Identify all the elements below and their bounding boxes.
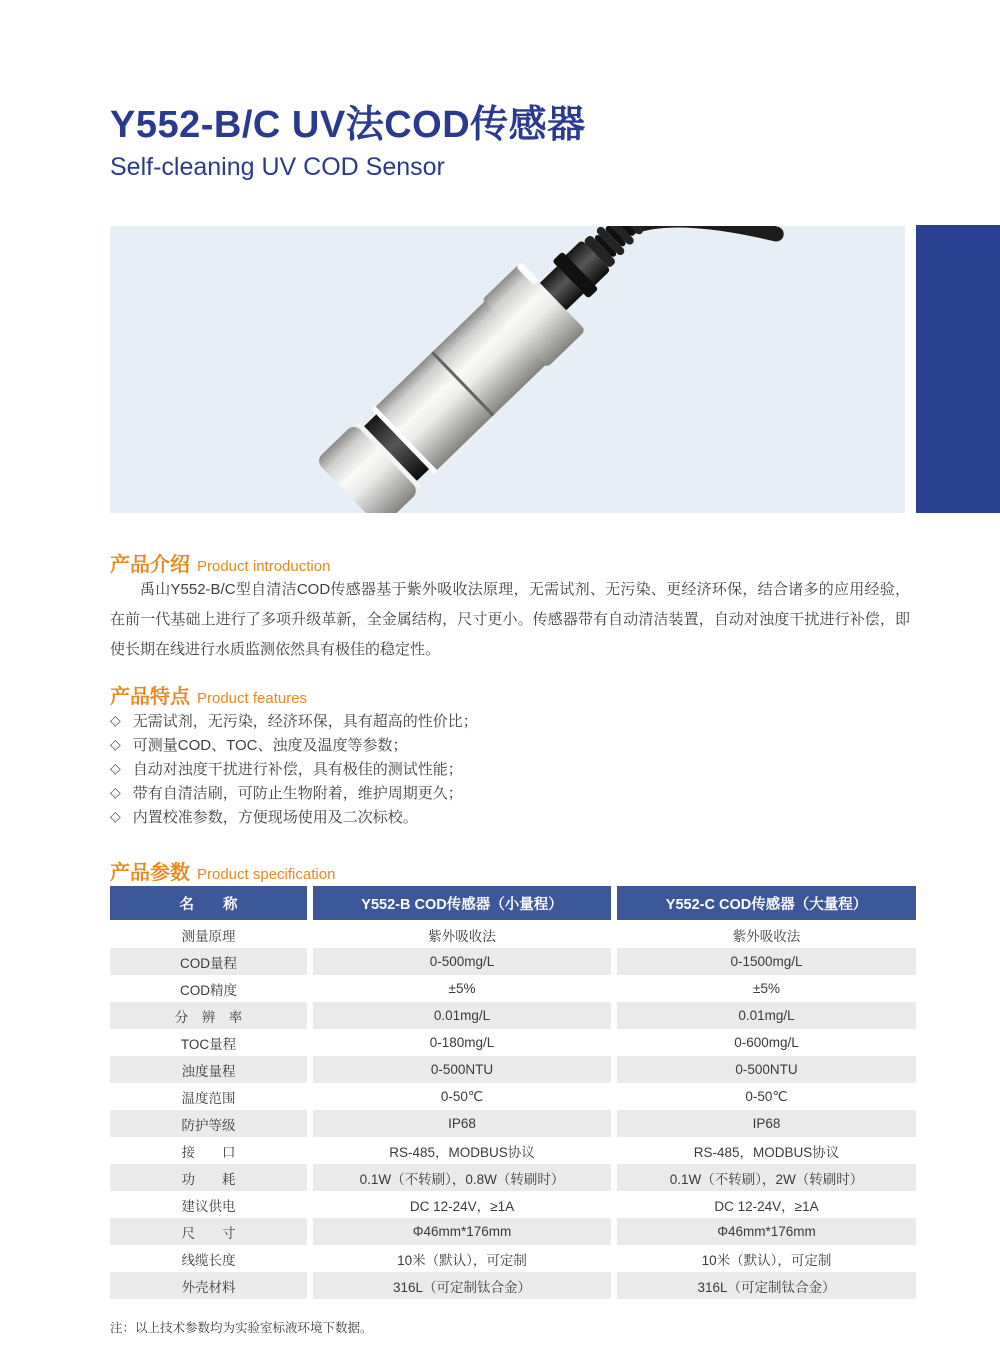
table-row: [110, 975, 916, 1002]
feature-text: 无需试剂，无污染，经济环保，具有超高的性价比；: [132, 712, 478, 730]
feature-list: [110, 708, 478, 828]
spec-value-cell-c: 0-50℃: [617, 1083, 916, 1110]
page-subtitle: Self-cleaning UV COD Sensor: [110, 153, 445, 181]
spec-name-cell: 浊度量程: [110, 1056, 307, 1083]
spec-value-cell-c: 0.01mg/L: [617, 1002, 916, 1029]
feature-item: [110, 708, 478, 732]
table-row: [110, 1191, 916, 1218]
table-row: [110, 1083, 916, 1110]
spec-value-cell-b: 0-500NTU: [313, 1056, 611, 1083]
spec-value-cell-b: 0-180mg/L: [313, 1029, 611, 1056]
diamond-bullet-icon: ◇: [110, 759, 121, 776]
spec-table-header: [110, 886, 916, 920]
feature-text: 带有自清洁刷，可防止生物附着，维护周期更久；: [132, 784, 463, 802]
table-row: [110, 921, 916, 948]
section-title-zh: 产品介绍: [110, 554, 190, 576]
spec-value-cell-b: 0.01mg/L: [313, 1002, 611, 1029]
table-row: [110, 1245, 916, 1272]
introduction-paragraph: 禹山Y552-B/C型自清洁COD传感器基于紫外吸收法原理，无需试剂、无污染、更经济环保，结合诸多的应用经验，在前一代基础上进行了多项升级革新，全金属结构，尺寸更小。传感器带有自动清洁装置，自动对浊度干扰进行补偿，即使长期在线进行水质监测依然具有极佳的稳定性。: [110, 581, 910, 658]
feature-item: [110, 732, 478, 756]
diamond-bullet-icon: ◇: [110, 735, 121, 752]
diamond-bullet-icon: ◇: [110, 807, 121, 824]
spec-value-cell-b: IP68: [313, 1110, 611, 1137]
spec-value-cell-b: 316L（可定制钛合金）: [313, 1272, 611, 1299]
spec-value-cell-c: 0-500NTU: [617, 1056, 916, 1083]
spec-name-cell: 分 辨 率: [110, 1002, 307, 1029]
spec-table: [110, 886, 916, 1299]
spec-table-body: [110, 921, 916, 1299]
feature-item: [110, 756, 478, 780]
spec-name-cell: 接 口: [110, 1137, 307, 1164]
spec-value-cell-b: Φ46mm*176mm: [313, 1218, 611, 1245]
spec-name-cell: 建议供电: [110, 1191, 307, 1218]
table-row: [110, 1110, 916, 1137]
section-title-en: Product introduction: [197, 558, 331, 575]
spec-name-cell: TOC量程: [110, 1029, 307, 1056]
spec-value-cell-b: ±5%: [313, 975, 611, 1002]
section-title-zh: 产品参数: [110, 862, 190, 884]
spec-value-cell-b: 0-500mg/L: [313, 948, 611, 975]
section-title-zh: 产品特点: [110, 686, 190, 708]
spec-value-cell-c: ±5%: [617, 975, 916, 1002]
feature-item: [110, 780, 478, 804]
page-accent-bar: [916, 225, 1000, 513]
table-row: [110, 1164, 916, 1191]
spec-value-cell-c: 0-600mg/L: [617, 1029, 916, 1056]
spec-value-cell-b: RS-485，MODBUS协议: [313, 1137, 611, 1164]
title-block: [110, 103, 586, 182]
table-row: [110, 1029, 916, 1056]
spec-value-cell-c: 0.1W（不转刷），2W（转刷时）: [617, 1164, 916, 1191]
spec-name-cell: 防护等级: [110, 1110, 307, 1137]
table-row: [110, 1272, 916, 1299]
spec-name-cell: 线缆长度: [110, 1245, 307, 1272]
spec-col-header-name: 名 称: [110, 886, 307, 920]
diamond-bullet-icon: ◇: [110, 783, 121, 800]
spec-value-cell-c: 10米（默认），可定制: [617, 1245, 916, 1272]
spec-value-cell-b: 0.1W（不转刷），0.8W（转刷时）: [313, 1164, 611, 1191]
section-heading-introduction: [110, 548, 330, 577]
table-row: [110, 1056, 916, 1083]
feature-text: 自动对浊度干扰进行补偿，具有极佳的测试性能；: [132, 760, 463, 778]
table-row: [110, 1137, 916, 1164]
spec-name-cell: COD精度: [110, 975, 307, 1002]
table-row: [110, 948, 916, 975]
spec-value-cell-c: Φ46mm*176mm: [617, 1218, 916, 1245]
table-row: [110, 1218, 916, 1245]
spec-name-cell: 测量原理: [110, 921, 307, 948]
spec-name-cell: 尺 寸: [110, 1218, 307, 1245]
spec-value-cell-c: DC 12-24V，≥1A: [617, 1191, 916, 1218]
spec-value-cell-b: DC 12-24V，≥1A: [313, 1191, 611, 1218]
diamond-bullet-icon: ◇: [110, 711, 121, 728]
page-title: Y552-B/C UV法COD传感器: [110, 104, 586, 146]
spec-col-header-y552c: Y552-C COD传感器（大量程）: [617, 886, 916, 920]
spec-value-cell-c: IP68: [617, 1110, 916, 1137]
spec-value-cell-b: 10米（默认），可定制: [313, 1245, 611, 1272]
spec-name-cell: 功 耗: [110, 1164, 307, 1191]
feature-item: [110, 804, 478, 828]
spec-value-cell-c: 316L（可定制钛合金）: [617, 1272, 916, 1299]
spec-value-cell-c: RS-485，MODBUS协议: [617, 1137, 916, 1164]
feature-text: 内置校准参数，方便现场使用及二次标校。: [132, 808, 418, 826]
section-heading-specification: [110, 856, 335, 885]
spec-name-cell: 外壳材料: [110, 1272, 307, 1299]
section-heading-features: [110, 680, 307, 709]
spec-value-cell-c: 0-1500mg/L: [617, 948, 916, 975]
spec-name-cell: 温度范围: [110, 1083, 307, 1110]
spec-value-cell-b: 紫外吸收法: [313, 921, 611, 948]
cod-sensor-illustration: [110, 226, 905, 513]
spec-value-cell-b: 0-50℃: [313, 1083, 611, 1110]
product-photo: [110, 226, 905, 513]
table-row: [110, 1002, 916, 1029]
section-title-en: Product specification: [197, 866, 336, 883]
feature-text: 可测量COD、TOC、浊度及温度等参数；: [132, 736, 408, 754]
spec-value-cell-c: 紫外吸收法: [617, 921, 916, 948]
spec-col-header-y552b: Y552-B COD传感器（小量程）: [313, 886, 611, 920]
footnote: 注：以上技术参数均为实验室标液环境下数据。: [110, 1321, 373, 1335]
section-title-en: Product features: [197, 690, 308, 707]
spec-name-cell: COD量程: [110, 948, 307, 975]
